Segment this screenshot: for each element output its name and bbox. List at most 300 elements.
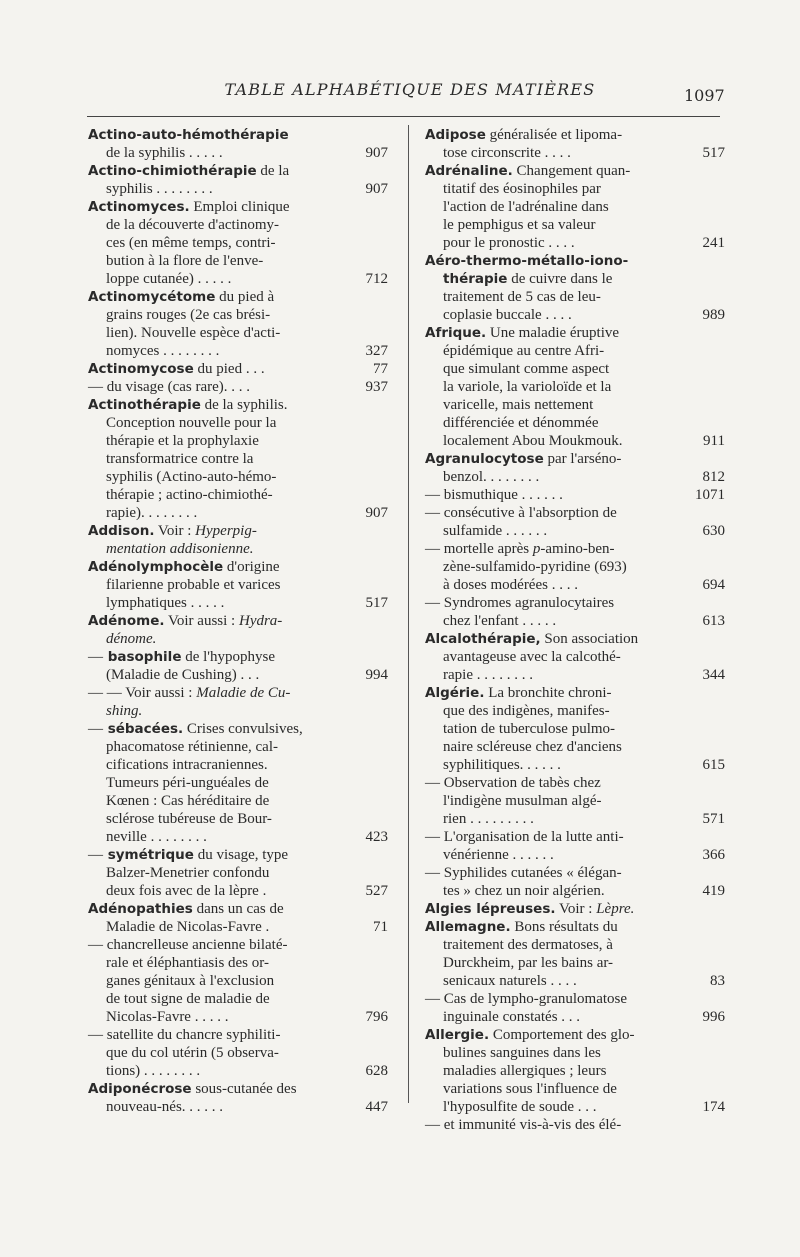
entry-text: Emploi clinique xyxy=(189,199,290,215)
entry-text: bulines sanguines dans les xyxy=(443,1045,601,1061)
entry-line xyxy=(425,126,681,144)
entry-text: l'indigène musulman algé- xyxy=(443,793,602,809)
index-entry xyxy=(88,378,388,396)
entry-line xyxy=(425,594,681,612)
entry-line xyxy=(88,774,344,792)
entry-line xyxy=(425,936,681,954)
entry-text: rale et éléphantiasis des or- xyxy=(106,955,269,971)
entry-text: thérapie et la prophylaxie xyxy=(106,433,259,449)
entry-text: Comportement des glo- xyxy=(489,1027,635,1043)
entry-line xyxy=(88,486,344,504)
entry-text: benzol. . . . . . . . xyxy=(443,469,540,485)
page-reference: 327 xyxy=(365,343,388,359)
page-reference: 344 xyxy=(702,667,725,683)
entry-line xyxy=(425,360,681,378)
entry-line xyxy=(88,540,344,558)
entry-heading: Actino-chimiothérapie xyxy=(88,163,257,179)
page-reference: 937 xyxy=(365,379,388,395)
entry-line xyxy=(88,720,344,738)
entry-line xyxy=(88,918,344,936)
entry-line xyxy=(88,504,344,522)
entry-dash: — xyxy=(425,829,440,845)
index-entry xyxy=(425,504,725,540)
column-divider xyxy=(408,125,409,1103)
entry-text: Conception nouvelle pour la xyxy=(106,415,277,431)
entry-line xyxy=(88,1026,344,1044)
entry-text: Syphilides cutanées « élégan- xyxy=(440,865,622,881)
page-reference: 527 xyxy=(365,883,388,899)
entry-line xyxy=(88,936,344,954)
entry-text: satellite du chancre syphiliti- xyxy=(103,1027,281,1043)
entry-line xyxy=(88,972,344,990)
page-reference: 447 xyxy=(365,1099,388,1115)
entry-dash: — xyxy=(425,865,440,881)
entry-line xyxy=(88,126,344,144)
entry-line xyxy=(425,432,681,450)
entry-line xyxy=(425,180,681,198)
entry-text: traitement des dermatoses, à xyxy=(443,937,613,953)
entry-heading: Aéro-thermo-métallo-iono- xyxy=(425,253,629,269)
entry-line xyxy=(88,630,344,648)
entry-text: Balzer-Menetrier confondu xyxy=(106,865,270,881)
entry-line xyxy=(88,252,344,270)
entry-heading: Afrique. xyxy=(425,325,487,341)
entry-text: ganes génitaux à l'exclusion xyxy=(106,973,275,989)
entry-text: senicaux naturels . . . . xyxy=(443,973,577,989)
page-reference: 796 xyxy=(365,1009,388,1025)
entry-text: Voir : xyxy=(555,901,597,917)
index-entry xyxy=(425,828,725,864)
entry-heading: Adipose xyxy=(425,127,486,143)
entry-text: ces (en même temps, contri- xyxy=(106,235,276,251)
entry-line xyxy=(88,1008,344,1026)
entry-text: vénérienne . . . . . . xyxy=(443,847,554,863)
page-reference: 1071 xyxy=(695,487,725,503)
entry-text: tose circonscrite . . . . xyxy=(443,145,571,161)
index-entry xyxy=(425,684,725,774)
entry-line xyxy=(425,684,681,702)
entry-line xyxy=(88,234,344,252)
entry-italic: Lèpre. xyxy=(596,901,635,917)
index-entry xyxy=(425,864,725,900)
entry-dash: — xyxy=(425,541,440,557)
page-reference: 174 xyxy=(702,1099,725,1115)
entry-text: rapie . . . . . . . . xyxy=(443,667,533,683)
entry-line xyxy=(88,162,344,180)
entry-text: Maladie de Nicolas-Favre . xyxy=(106,919,270,935)
entry-line xyxy=(425,918,681,936)
entry-line xyxy=(425,774,681,792)
page-reference: 613 xyxy=(702,613,725,629)
entry-line xyxy=(425,666,681,684)
entry-line xyxy=(425,252,681,270)
entry-dash: — xyxy=(88,1027,103,1043)
entry-heading: Agranulocytose xyxy=(425,451,544,467)
page-header xyxy=(0,80,800,110)
entry-text: différenciée et dénommée xyxy=(443,415,599,431)
entry-text: Observation de tabès chez xyxy=(440,775,601,791)
entry-text: chancrelleuse ancienne bilaté- xyxy=(103,937,288,953)
entry-line xyxy=(425,324,681,342)
entry-text: Voir : xyxy=(154,523,196,539)
entry-line xyxy=(88,612,344,630)
entry-line xyxy=(88,450,344,468)
entry-line xyxy=(425,612,681,630)
entry-text: et immunité vis-à-vis des élé- xyxy=(440,1117,622,1133)
entry-line xyxy=(88,900,344,918)
entry-text: -amino-ben- xyxy=(540,541,615,557)
entry-text: dans un cas de xyxy=(192,901,284,917)
entry-heading: Actinothérapie xyxy=(88,397,201,413)
index-entry xyxy=(88,198,388,288)
entry-line xyxy=(425,306,681,324)
entry-text: que des indigènes, manifes- xyxy=(443,703,610,719)
index-entry xyxy=(88,720,388,846)
entry-text: la variole, la varioloïde et la xyxy=(443,379,612,395)
page-reference: 241 xyxy=(702,235,725,251)
entry-text: inguinale constatés . . . xyxy=(443,1009,581,1025)
entry-line xyxy=(88,360,344,378)
entry-line xyxy=(425,846,681,864)
entry-text: Voir aussi : xyxy=(164,613,239,629)
index-entry xyxy=(425,540,725,594)
page-reference: 712 xyxy=(365,271,388,287)
entry-text: d'origine xyxy=(223,559,280,575)
entry-line xyxy=(425,486,681,504)
entry-line xyxy=(425,504,681,522)
index-entry xyxy=(425,918,725,990)
index-entry xyxy=(425,324,725,450)
entry-text: de la découverte d'actinomy- xyxy=(106,217,280,233)
entry-heading: Allergie. xyxy=(425,1027,490,1043)
entry-heading: Actinomyces. xyxy=(88,199,190,215)
index-entry xyxy=(425,1026,725,1116)
entry-text: l'hyposulfite de soude . . . xyxy=(443,1099,597,1115)
entry-line xyxy=(425,648,681,666)
entry-text: bismuthique . . . . . . xyxy=(440,487,563,503)
entry-heading: Actinomycose xyxy=(88,361,194,377)
index-entry xyxy=(88,1080,388,1116)
page-reference: 423 xyxy=(365,829,388,845)
entry-text: de l'hypophyse xyxy=(181,649,275,665)
entry-text: que du col utérin (5 observa- xyxy=(106,1045,279,1061)
page-reference: 71 xyxy=(373,919,388,935)
entry-line xyxy=(88,666,344,684)
index-entry xyxy=(425,630,725,684)
page-reference: 996 xyxy=(702,1009,725,1025)
entry-line xyxy=(88,1044,344,1062)
entry-dash: — xyxy=(88,937,103,953)
entry-line xyxy=(88,414,344,432)
page-reference: 615 xyxy=(702,757,725,773)
entry-line xyxy=(88,864,344,882)
page-reference: 989 xyxy=(702,307,725,323)
page-reference: 630 xyxy=(702,523,725,539)
entry-italic: Hydra- xyxy=(238,613,283,629)
page-reference: 911 xyxy=(703,433,725,449)
entry-line xyxy=(88,324,344,342)
entry-line xyxy=(88,810,344,828)
index-entry xyxy=(425,126,725,162)
entry-text: à doses modérées . . . . xyxy=(443,577,578,593)
entry-line xyxy=(88,342,344,360)
entry-text: du visage (cas rare). . . . xyxy=(103,379,251,395)
entry-text: titatif des éosinophiles par xyxy=(443,181,601,197)
page-reference: 907 xyxy=(365,145,388,161)
entry-text: filarienne probable et varices xyxy=(106,577,281,593)
index-entry xyxy=(425,900,725,918)
entry-text: syphilitiques. . . . . . xyxy=(443,757,561,773)
entry-italic: mentation addisonienne. xyxy=(106,541,254,557)
entry-italic: shing. xyxy=(106,703,143,719)
entry-text: neville . . . . . . . . xyxy=(106,829,207,845)
entry-line xyxy=(88,468,344,486)
entry-text: Une maladie éruptive xyxy=(486,325,620,341)
entry-text: Cas de lympho-granulomatose xyxy=(440,991,628,1007)
entry-line xyxy=(425,1044,681,1062)
page-reference: 83 xyxy=(710,973,725,989)
entry-text: L'organisation de la lutte anti- xyxy=(440,829,624,845)
entry-line xyxy=(88,846,344,864)
entry-heading: Adrénaline. xyxy=(425,163,513,179)
entry-text: de la syphilis. xyxy=(200,397,288,413)
page-reference: 517 xyxy=(702,145,725,161)
entry-dash: — xyxy=(425,1117,440,1133)
entry-text: maladies allergiques ; leurs xyxy=(443,1063,607,1079)
entry-text: sclérose tubéreuse de Bour- xyxy=(106,811,272,827)
entry-line xyxy=(88,828,344,846)
entry-line xyxy=(88,216,344,234)
entry-heading: symétrique xyxy=(103,847,194,863)
index-entry xyxy=(88,522,388,558)
page-reference: 907 xyxy=(365,181,388,197)
entry-text: thérapie ; actino-chimiothé- xyxy=(106,487,273,503)
entry-text: du pied . . . xyxy=(193,361,265,377)
index-entry xyxy=(88,126,388,162)
entry-line xyxy=(88,396,344,414)
index-entry xyxy=(425,450,725,486)
entry-line xyxy=(425,972,681,990)
index-entry xyxy=(88,396,388,522)
entry-text: l'action de l'adrénaline dans xyxy=(443,199,609,215)
entry-text: Son association xyxy=(540,631,639,647)
entry-line xyxy=(425,414,681,432)
entry-dash: — xyxy=(88,721,103,737)
entry-heading: Alcalothérapie, xyxy=(425,631,541,647)
entry-line xyxy=(425,990,681,1008)
page-reference: 419 xyxy=(702,883,725,899)
entry-line xyxy=(425,144,681,162)
entry-dash: — — xyxy=(88,685,122,701)
index-entry xyxy=(425,486,725,504)
entry-italic: Maladie de Cu- xyxy=(196,685,291,701)
entry-line xyxy=(425,342,681,360)
entry-text: rapie). . . . . . . . xyxy=(106,505,198,521)
entry-line xyxy=(425,828,681,846)
entry-line xyxy=(88,990,344,1008)
entry-dash: — xyxy=(425,991,440,1007)
entry-text: sous-cutanée des xyxy=(191,1081,297,1097)
entry-heading: Allemagne. xyxy=(425,919,511,935)
page-reference: 366 xyxy=(702,847,725,863)
entry-text: syphilis (Actino-auto-hémo- xyxy=(106,469,277,485)
entry-line xyxy=(88,756,344,774)
entry-text: varicelle, mais nettement xyxy=(443,397,594,413)
entry-line xyxy=(425,1026,681,1044)
entry-line xyxy=(425,1098,681,1116)
header-rule xyxy=(87,116,720,117)
entry-text: de la xyxy=(256,163,290,179)
entry-text: lien). Nouvelle espèce d'acti- xyxy=(106,325,281,341)
entry-text: zène-sulfamido-pyridine (693) xyxy=(443,559,627,575)
entry-line xyxy=(425,882,681,900)
entry-text: pour le pronostic . . . . xyxy=(443,235,575,251)
entry-line xyxy=(425,162,681,180)
entry-heading: Algies lépreuses. xyxy=(425,901,556,917)
entry-text: que simulant comme aspect xyxy=(443,361,610,377)
entry-text: coplasie buccale . . . . xyxy=(443,307,572,323)
entry-text: épidémique au centre Afri- xyxy=(443,343,605,359)
entry-line xyxy=(88,576,344,594)
entry-line xyxy=(88,882,344,900)
page-reference: 628 xyxy=(365,1063,388,1079)
entry-line xyxy=(88,198,344,216)
entry-text: de tout signe de maladie de xyxy=(106,991,270,1007)
page-reference: 994 xyxy=(365,667,388,683)
entry-text: Kœnen : Cas héréditaire de xyxy=(106,793,270,809)
index-entry xyxy=(425,594,725,630)
entry-line xyxy=(425,198,681,216)
page-reference: 77 xyxy=(373,361,388,377)
index-entry xyxy=(88,162,388,198)
index-entry xyxy=(88,360,388,378)
index-entry xyxy=(88,684,388,720)
entry-text: le pemphigus et sa valeur xyxy=(443,217,596,233)
entry-text: tation de tuberculose pulmo- xyxy=(443,721,616,737)
entry-text: bution à la flore de l'enve- xyxy=(106,253,264,269)
entry-text: sulfamide . . . . . . xyxy=(443,523,548,539)
index-entry xyxy=(88,288,388,360)
entry-text: Nicolas-Favre . . . . . xyxy=(106,1009,229,1025)
entry-line xyxy=(425,288,681,306)
entry-text: (Maladie de Cushing) . . . xyxy=(106,667,260,683)
entry-text: localement Abou Moukmouk. xyxy=(443,433,623,449)
entry-text: lymphatiques . . . . . xyxy=(106,595,225,611)
index-entry xyxy=(425,252,725,324)
entry-line xyxy=(425,792,681,810)
page-reference: 571 xyxy=(702,811,725,827)
entry-line xyxy=(425,864,681,882)
entry-line xyxy=(425,378,681,396)
entry-line xyxy=(88,792,344,810)
entry-line xyxy=(88,378,344,396)
page-number: 1097 xyxy=(684,86,725,105)
entry-line xyxy=(425,900,681,918)
index-entry xyxy=(88,648,388,684)
entry-line xyxy=(425,468,681,486)
entry-heading: Adénolymphocèle xyxy=(88,559,224,575)
entry-text: de cuivre dans le xyxy=(507,271,613,287)
entry-line xyxy=(425,450,681,468)
entry-line xyxy=(88,432,344,450)
entry-text: nouveau-nés. . . . . . xyxy=(106,1099,224,1115)
entry-text: traitement de 5 cas de leu- xyxy=(443,289,601,305)
entry-text: deux fois avec de la lèpre . xyxy=(106,883,267,899)
entry-line xyxy=(425,522,681,540)
entry-line xyxy=(88,522,344,540)
entry-text: La bronchite chroni- xyxy=(484,685,612,701)
entry-line xyxy=(425,270,681,288)
index-entry xyxy=(88,612,388,648)
entry-line xyxy=(88,180,344,198)
entry-heading: Adénopathies xyxy=(88,901,193,917)
entry-dash: — xyxy=(425,487,440,503)
entry-heading: Actinomycétome xyxy=(88,289,216,305)
index-entry xyxy=(88,936,388,1026)
entry-text: du visage, type xyxy=(193,847,289,863)
entry-line xyxy=(88,306,344,324)
entry-line xyxy=(425,1062,681,1080)
entry-dash: — xyxy=(88,649,103,665)
entry-line xyxy=(88,648,344,666)
entry-text: cifications intracraniennes. xyxy=(106,757,268,773)
entry-line xyxy=(425,738,681,756)
entry-line xyxy=(88,738,344,756)
entry-line xyxy=(425,1116,681,1134)
running-title: TABLE ALPHABÉTIQUE DES MATIÈRES xyxy=(224,80,596,99)
entry-line xyxy=(88,1080,344,1098)
page-reference: 812 xyxy=(702,469,725,485)
entry-text: syphilis . . . . . . . . xyxy=(106,181,213,197)
entry-text: Syndromes agranulocytaires xyxy=(440,595,615,611)
entry-heading: Adiponécrose xyxy=(88,1081,192,1097)
entry-text: avantageuse avec la calcothé- xyxy=(443,649,621,665)
entry-line xyxy=(425,396,681,414)
entry-heading: Algérie. xyxy=(425,685,485,701)
entry-line xyxy=(425,756,681,774)
entry-line xyxy=(88,144,344,162)
entry-line xyxy=(425,576,681,594)
entry-line xyxy=(425,558,681,576)
entry-line xyxy=(88,558,344,576)
entry-text: de la syphilis . . . . . xyxy=(106,145,223,161)
entry-line xyxy=(425,810,681,828)
entry-text: généralisée et lipoma- xyxy=(485,127,623,143)
entry-text: variations sous l'influence de xyxy=(443,1081,617,1097)
entry-text: loppe cutanée) . . . . . xyxy=(106,271,232,287)
entry-dash: — xyxy=(425,505,440,521)
entry-dash: — xyxy=(425,595,440,611)
entry-text: phacomatose rétinienne, cal- xyxy=(106,739,279,755)
entry-text: nomyces . . . . . . . . xyxy=(106,343,220,359)
entry-line xyxy=(88,684,344,702)
entry-text: tes » chez un noir algérien. xyxy=(443,883,605,899)
entry-line xyxy=(425,954,681,972)
entry-text: chez l'enfant . . . . . xyxy=(443,613,557,629)
entry-text: grains rouges (2e cas brési- xyxy=(106,307,271,323)
page-reference: 517 xyxy=(365,595,388,611)
entry-line xyxy=(425,1080,681,1098)
entry-heading: Adénome. xyxy=(88,613,165,629)
entry-line xyxy=(88,288,344,306)
entry-line xyxy=(88,270,344,288)
entry-text: Crises convulsives, xyxy=(183,721,303,737)
entry-line xyxy=(425,630,681,648)
entry-line xyxy=(88,594,344,612)
index-entry xyxy=(425,162,725,252)
entry-heading: thérapie xyxy=(443,271,508,287)
entry-italic: p xyxy=(532,541,541,557)
